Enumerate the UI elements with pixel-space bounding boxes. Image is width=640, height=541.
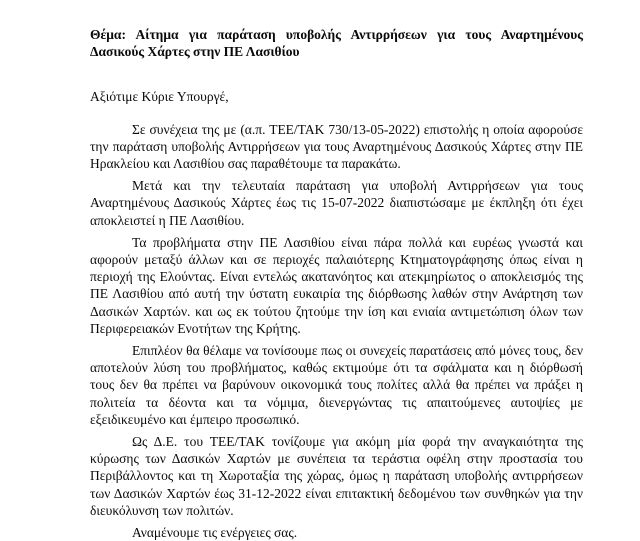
closing-line: Αναμένουμε τις ενέργειες σας. (132, 525, 298, 541)
paragraph-3: Τα προβλήματα στην ΠΕ Λασιθίου είναι πάρα πολλά και ευρέως γνωστά και αφορούν μεταξύ άλλων και σε περιοχές παλαιότερης Κτηματογράφησης όπως είναι η περιοχή της Ελούντας. Είναι εντελώς ακατανόητος και ατεκμηρίωτος ο αποκλεισμός της ΠΕ Λασιθίου από αυτή την ύστατη ευκαιρία της διόρθωσης λαθών στην Ανάρτηση των Δασικών Χαρτών. και ως εκ τούτου ζητούμε την ίση και ενιαία αντιμετώπιση όλων των Περιφερειακών Ενοτήτων της Κρήτης. (90, 234, 583, 336)
paragraph-1: Σε συνέχεια της με (α.π. ΤΕΕ/ΤΑΚ 730/13-05-2022) επιστολής η οποία αφορούσε την παράταση υποβολής Αντιρρήσεων για τους Αναρτημένους Δασικούς Χάρτες στην ΠΕ Ηρακλείου και Λασιθίου σας παραθέτουμε τα παρακάτω. (90, 121, 583, 172)
salutation: Αξιότιμε Κύριε Υπουργέ, (90, 89, 229, 105)
paragraph-5: Ως Δ.Ε. του ΤΕΕ/ΤΑΚ τονίζουμε για ακόμη μία φορά την αναγκαιότητα της κύρωσης των Δασικών Χαρτών με συνέπεια τα τεράστια οφέλη στην προστασία του Περιβάλλοντος και τη Χωροταξία της χώρας, όμως η παράταση υποβολής αντιρρήσεων των Δασικών Χαρτών έως 31-12-2022 είναι επιτακτική δεδομένου των συνθηκών για την διευκόλυνση των πολιτών. (90, 434, 583, 518)
subject-line (90, 26, 583, 60)
paragraph-2: Μετά και την τελευταία παράταση για υποβολή Αντιρρήσεων για τους Αναρτημένους Δασικούς Χάρτες έως τις 15-07-2022 διαπιστώσαμε με έκπληξη ότι έχει αποκλειστεί η ΠΕ Λασιθίου. (90, 178, 583, 228)
subject-text: Αίτημα για παράταση υποβολής Αντιρρήσεων για τους Αναρτημένους Δασικούς Χάρτες στην ΠΕ Λασιθίου (90, 27, 583, 60)
subject-label: Θέμα: (90, 27, 126, 42)
letter-body (90, 26, 583, 541)
paragraph-4: Επιπλέον θα θέλαμε να τονίσουμε πως οι συνεχείς παρατάσεις από μόνες τους, δεν αποτελούν λύση του προβλήματος, καθώς εκτιμούμε ότι τα σφάλματα και η διόρθωσή τους δεν θα πρέπει να βαρύνουν οικονομικά τους πολίτες αλλά θα πρέπει να πράξει η πολιτεία τα δέοντα και τα νόμιμα, διενεργώντας τις απαιτούμενες αυτοψίες με εξειδικευμένο και έμπειρο προσωπικό. (90, 343, 583, 427)
